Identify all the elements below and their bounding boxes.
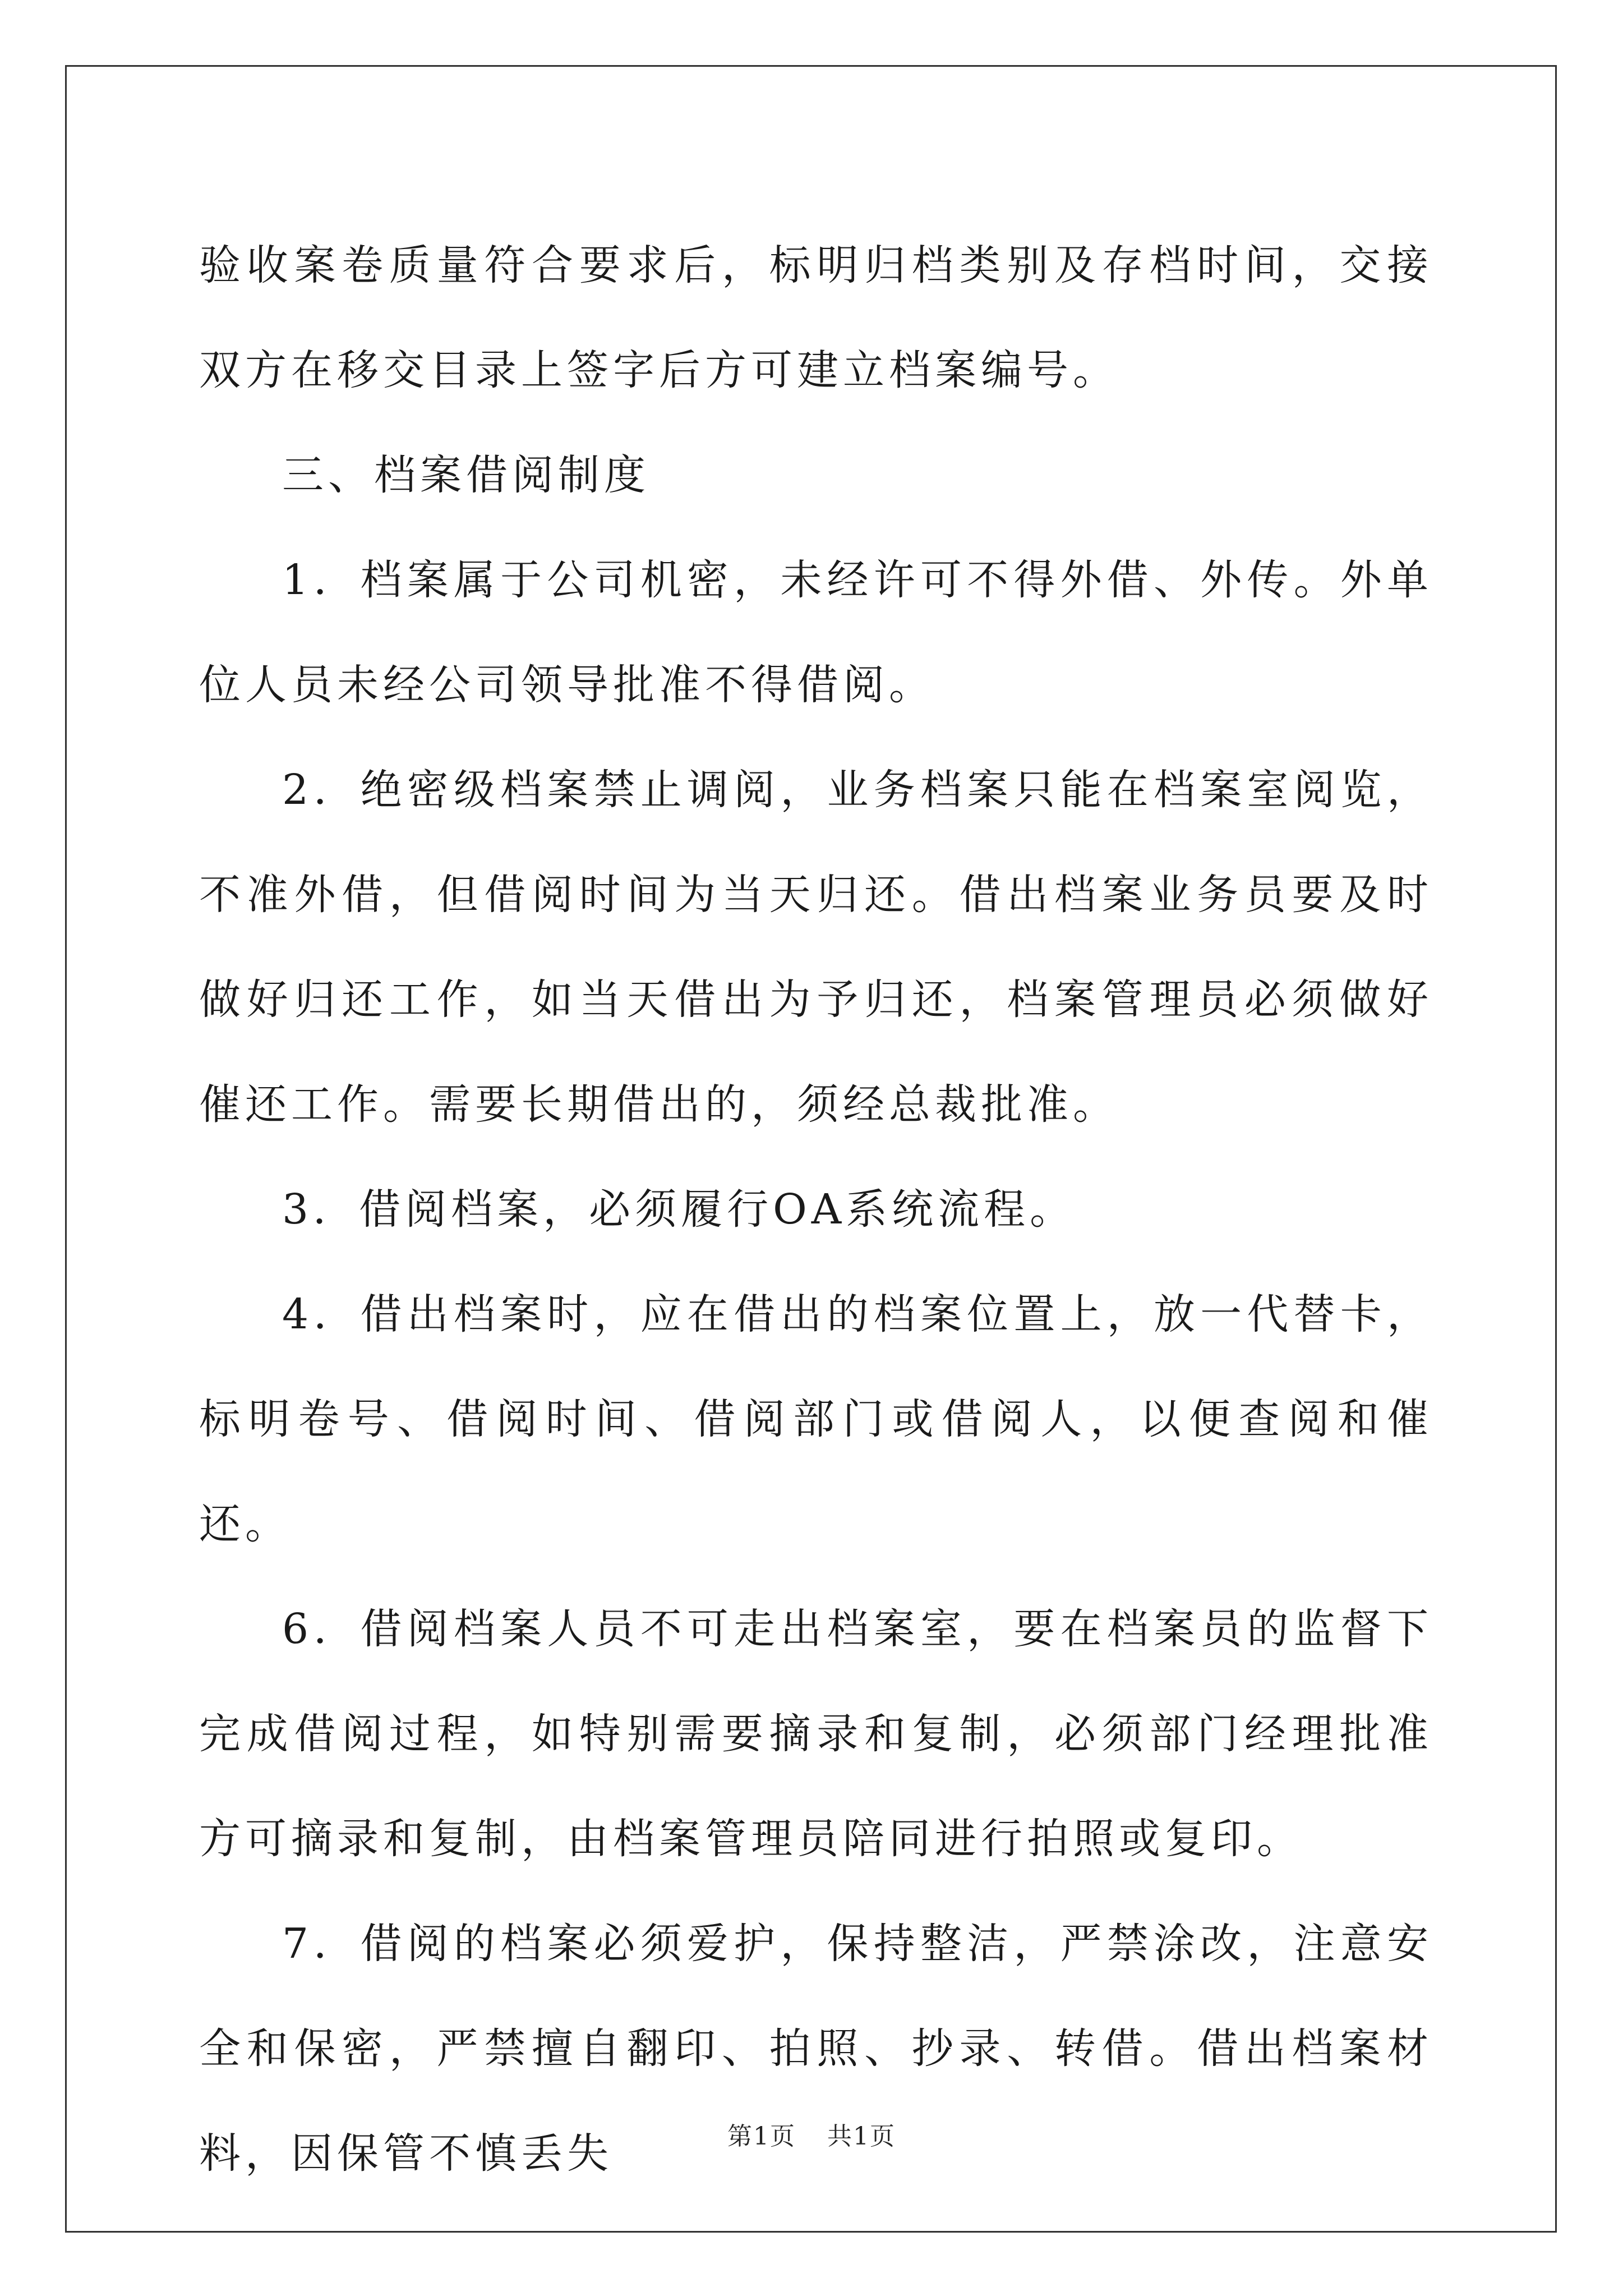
page-number: 第1页 <box>727 2122 796 2151</box>
total-pages: 共1页 <box>827 2122 896 2151</box>
paragraph-item-2: 2．绝密级档案禁止调阅，业务档案只能在档案室阅览，不准外借，但借阅时间为当天归还。借出档案业务员要及时做好归还工作，如当天借出为予归还，档案管理员必须做好催还工作。需要长期借出的，须经总裁批准。 <box>199 766 1433 1129</box>
paragraph-item-1: 1．档案属于公司机密，未经许可不得外借、外传。外单位人员未经公司领导批准不得借阅。 <box>199 556 1433 709</box>
paragraph-continuation: 验收案卷质量符合要求后，标明归档类别及存档时间，交接双方在移交目录上签字后方可建立档案编号。 <box>199 241 1433 394</box>
paragraph-item-4: 4．借出档案时，应在借出的档案位置上，放一代替卡，标明卷号、借阅时间、借阅部门或借阅人，以便查阅和催还。 <box>199 1290 1433 1548</box>
document-body <box>199 213 1433 2206</box>
paragraph-item-6: 6．借阅档案人员不可走出档案室，要在档案员的监督下完成借阅过程，如特别需要摘录和复制，必须部门经理批准方可摘录和复制，由档案管理员陪同进行拍照或复印。 <box>199 1605 1433 1863</box>
page-footer <box>0 2116 1623 2152</box>
paragraph-item-7: 7．借阅的档案必须爱护，保持整洁，严禁涂改，注意安全和保密，严禁擅自翻印、拍照、抄录、转借。借出档案材料，因保管不慎丢失 <box>199 1920 1433 2178</box>
section-heading: 三、档案借阅制度 <box>282 451 650 499</box>
paragraph-item-3: 3．借阅档案，必须履行OA系统流程。 <box>282 1185 1076 1234</box>
